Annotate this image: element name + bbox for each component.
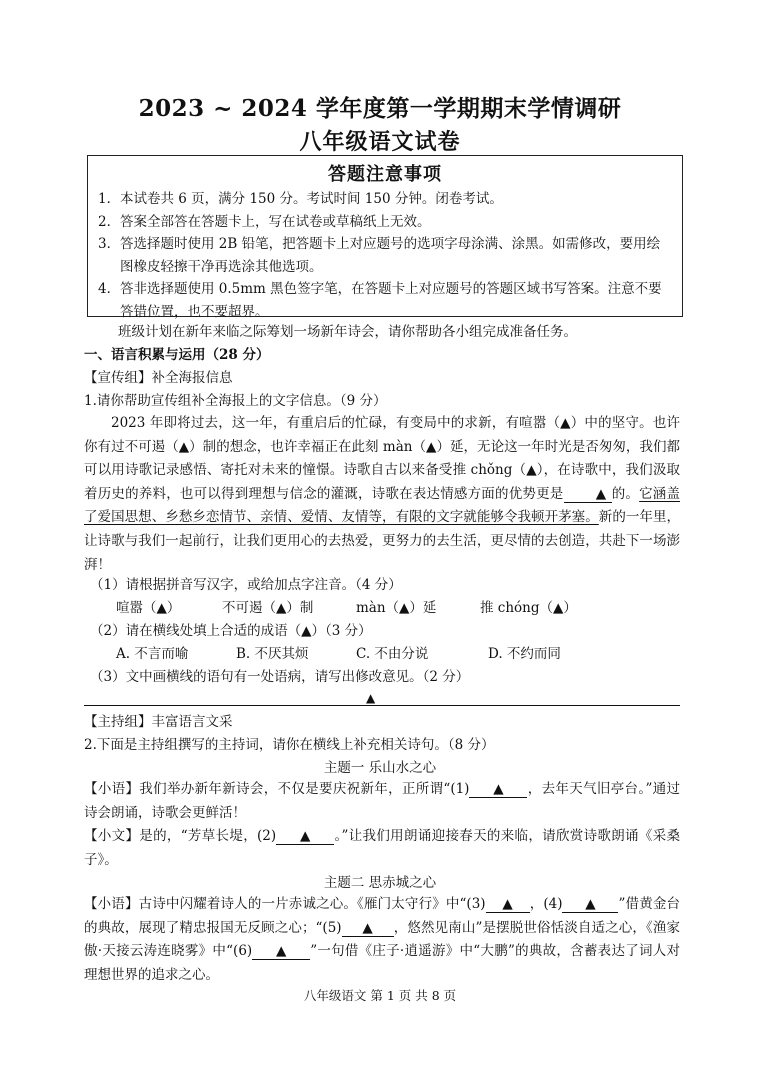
theme-1-xiaoyu bbox=[84, 778, 680, 825]
exam-title: 2023 ~ 2024 学年度第一学期期末学情调研 bbox=[138, 95, 622, 122]
intro-text: 班级计划在新年来临之际筹划一场新年诗会，请你帮助各小组完成准备任务。 bbox=[118, 324, 577, 340]
theme-2-title: 主题二 思赤城之心 bbox=[323, 875, 437, 891]
notice-item-text: 本试卷共 6 页，满分 150 分。考试时间 150 分钟。闭卷考试。 bbox=[120, 191, 503, 207]
theme-2-xiaoyu bbox=[84, 893, 680, 987]
sub-question-2: （2）请在横线处填上合适的成语（▲）（3 分） bbox=[90, 623, 372, 639]
notice-item bbox=[98, 188, 672, 211]
notice-item-number: 4． bbox=[98, 281, 121, 297]
passage-part-1: 2023 年即将过去，这一年，有重启后的忙碌，有变局中的求新，有喧嚣（▲）中的坚守。也许你有过不可遏（▲）制的想念，也许幸福正在此刻 màn（▲）延，无论这一年时光是否匆匆，我们都可以用诗歌记录感悟、寄托对未来的憧憬。诗歌自古以来备受推 chǒng（▲），在诗歌中，我们汲取着历史的养料，也可以得到理想与信念的灌溉，诗歌在表达情感方面的优势更是 bbox=[84, 415, 680, 502]
answer-mark: ▲ bbox=[366, 691, 376, 705]
notice-item bbox=[98, 233, 672, 278]
sub-question-1: （1）请根据拼音写汉字，或给加点字注音。（4 分） bbox=[90, 577, 402, 593]
page-footer: 八年级语文 第 1 页 共 8 页 bbox=[303, 988, 457, 1003]
notice-item-text: 答非选择题使用 0.5mm 黑色签字笔，在答题卡上对应题号的答题区域书写答案。注意不要答错位置，也不要超界。 bbox=[120, 281, 662, 320]
xiaowen-text: 。”让我们用朗诵迎接春天的来临，请欣赏诗歌朗诵《采桑子》。 bbox=[84, 828, 680, 868]
idiom-blank: ▲ bbox=[564, 486, 612, 503]
answer-line bbox=[84, 705, 680, 706]
theme-1-title: 主题一 乐山水之心 bbox=[323, 760, 437, 776]
xiaoyu-text: ，(4) bbox=[529, 896, 563, 912]
pinyin-item: 喧嚣（▲） bbox=[116, 600, 181, 616]
question-1: 1.请你帮助宣传组补全海报上的文字信息。（9 分） bbox=[84, 393, 387, 409]
xiaoyu-text: ”一句借《庄子·逍遥游》中“大鹏”的典故，含蓄表达了词人对理想世界的追求之心。 bbox=[84, 943, 680, 983]
group-label-host: 【主持组】丰富语言文采 bbox=[84, 714, 233, 730]
poem-blank-6: ▲ bbox=[252, 943, 310, 960]
pinyin-item: 推 chóng（▲） bbox=[480, 600, 577, 616]
poem-blank-2: ▲ bbox=[276, 828, 334, 845]
xiaoyu-text: ，去年天气旧亭台。”通过诗会朗诵，诗歌会更鲜活！ bbox=[84, 781, 680, 821]
xiaoyu-text: 【小语】古诗中闪耀着诗人的一片赤诚之心。《雁门太守行》中“(3) bbox=[84, 896, 486, 912]
underlined-sentence: 它涵盖了爱国思想、乡愁乡恋情节、亲情、爱情、友情等，有限的文字就能够令我顿开茅塞。 bbox=[84, 485, 681, 526]
notice-list bbox=[88, 188, 682, 323]
poem-blank-4: ▲ bbox=[562, 896, 618, 913]
poster-passage bbox=[84, 412, 680, 577]
poem-blank-1: ▲ bbox=[469, 781, 527, 798]
xiaoyu-text: ，悠然见南山”是摆脱世俗恬淡自适之心，《渔家傲·天接云涛连晓雾》中“(6) bbox=[84, 919, 680, 960]
pinyin-item: màn（▲）延 bbox=[356, 600, 437, 616]
theme-1-xiaowen bbox=[84, 825, 680, 872]
poem-blank-5: ▲ bbox=[342, 920, 394, 937]
notice-item bbox=[98, 278, 672, 323]
pinyin-item: 不可遏（▲）制 bbox=[222, 600, 314, 616]
poem-blank-3: ▲ bbox=[486, 896, 530, 913]
passage-part-2: 的。 bbox=[611, 485, 640, 502]
xiaowen-text: 【小文】是的，“芳草长堤，(2) bbox=[84, 828, 277, 844]
section-heading: 一、语言积累与运用（28 分） bbox=[84, 347, 270, 363]
group-label-publicity: 【宣传组】补全海报信息 bbox=[84, 370, 233, 386]
question-2: 2.下面是主持组撰写的主持词，请你在横线上补充相关诗句。（8 分） bbox=[84, 737, 495, 753]
notice-box bbox=[87, 155, 683, 320]
notice-item-number: 1． bbox=[98, 191, 121, 207]
option-a: A. 不言而喻 bbox=[116, 646, 189, 662]
option-c: C. 不由分说 bbox=[356, 646, 429, 662]
notice-item-text: 答选择题时使用 2B 铅笔，把答题卡上对应题号的选项字母涂满、涂黑。如需修改，要用绘图橡皮轻擦干净再选涂其他选项。 bbox=[120, 236, 661, 275]
notice-item-text: 答案全部答在答题卡上，写在试卷或草稿纸上无效。 bbox=[120, 213, 431, 230]
passage-part-3: 新的一年里，让诗歌与我们一起前行，让我们更用心的去热爱，更努力的去生活，更尽情的去创造，共赴下一场澎湃！ bbox=[84, 509, 681, 573]
sub-question-3: （3）文中画横线的语句有一处语病，请写出修改意见。（2 分） bbox=[90, 669, 470, 685]
option-b: B. 不厌其烦 bbox=[236, 646, 309, 662]
notice-item-number: 2． bbox=[98, 213, 121, 230]
option-d: D. 不约而同 bbox=[488, 646, 561, 662]
notice-title: 答题注意事项 bbox=[328, 164, 442, 185]
xiaoyu-text: 【小语】我们举办新年新诗会，不仅是要庆祝新年，正所谓“(1) bbox=[84, 781, 470, 797]
exam-subtitle: 八年级语文试卷 bbox=[299, 129, 461, 155]
notice-item bbox=[98, 211, 672, 234]
xiaoyu-text: ”借黄金台的典故，展现了精忠报国无反顾之心；“(5) bbox=[84, 896, 680, 936]
notice-item-number: 3． bbox=[98, 236, 121, 252]
